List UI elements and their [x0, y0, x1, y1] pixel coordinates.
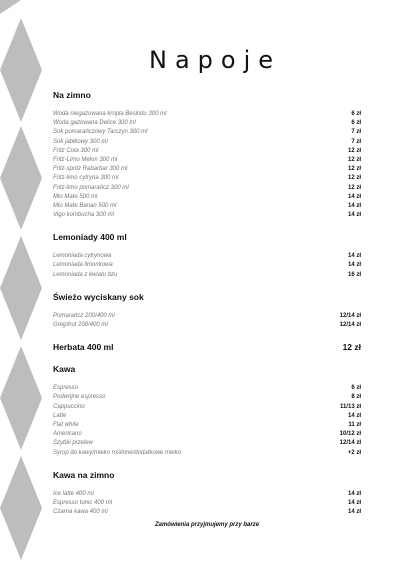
menu-item	[53, 184, 361, 193]
item-price: +2 zł	[347, 449, 361, 456]
section-title: Kawa na zimno	[53, 469, 115, 480]
item-price: 14 zł	[347, 202, 361, 209]
menu-item	[53, 156, 361, 165]
section-header	[53, 342, 361, 352]
section-header	[53, 232, 361, 242]
item-name: Americano	[53, 431, 82, 438]
item-name: Fritz Cola 300 ml	[53, 147, 99, 154]
menu-item	[53, 174, 361, 183]
menu-item	[53, 252, 361, 261]
item-price: 12/14 zł	[339, 440, 361, 447]
item-price: 10/12 zł	[339, 431, 361, 438]
menu-item	[53, 421, 361, 430]
item-name: Mio Mate 500 ml	[53, 193, 98, 200]
item-name: Fritz-limo pomarańcz 300 ml	[53, 184, 129, 191]
menu-section	[53, 364, 361, 458]
item-price: 11/13 zł	[339, 403, 361, 410]
item-name: Lemoniada cytrynowa	[53, 253, 112, 260]
section-header	[53, 364, 361, 374]
item-name: Syrop do kawy/mleko roślinne/dodatkowe mleko	[53, 449, 182, 456]
menu-item	[53, 393, 361, 402]
menu-item	[53, 202, 361, 211]
item-price: 14 zł	[347, 253, 361, 260]
item-price: 12 zł	[347, 175, 361, 182]
menu-item	[53, 403, 361, 412]
section-header	[53, 90, 361, 100]
item-name: Lemoniada limonkowa	[53, 262, 113, 269]
item-price: 8 zł	[351, 394, 361, 401]
menu-item	[53, 138, 361, 147]
item-price: 14 zł	[347, 262, 361, 269]
menu-item	[53, 193, 361, 202]
item-name: Podwójne espresso	[53, 394, 106, 401]
item-price: 14 zł	[347, 490, 361, 497]
item-name: Sok jabłkowy 300 ml	[53, 138, 108, 145]
diamond-shape	[0, 346, 42, 450]
item-price: 14 zł	[347, 193, 361, 200]
menu-item	[53, 384, 361, 393]
item-price: 14 zł	[347, 412, 361, 419]
item-price: 12 zł	[347, 147, 361, 154]
item-name: Sok pomarańczowy Tarczyn 300 ml	[53, 129, 148, 136]
diamond-shape	[0, 456, 42, 560]
item-name: Cappuccino	[53, 403, 85, 410]
menu-item	[53, 490, 361, 499]
menu-item	[53, 449, 361, 458]
menu-item	[53, 312, 361, 321]
item-name: Espresso tonic 400 ml	[53, 499, 113, 506]
menu-item	[53, 119, 361, 128]
item-list	[53, 110, 361, 220]
menu-item	[53, 271, 361, 280]
section-title: Lemoniady 400 ml	[53, 232, 127, 243]
item-price: 14 zł	[347, 212, 361, 219]
section-title: Kawa	[53, 364, 76, 375]
menu-item	[53, 430, 361, 439]
menu-content	[53, 90, 361, 529]
item-price: 12/14 zł	[339, 322, 361, 328]
item-name: Grejpfrut 200/400 ml	[53, 322, 108, 328]
item-name: Woda niegazowana kropla Beskidu 300 ml	[53, 111, 167, 117]
item-name: Szybki przelew	[53, 440, 94, 447]
item-list	[53, 384, 361, 458]
menu-item	[53, 211, 361, 220]
item-price: 7 zł	[351, 129, 361, 136]
item-price: 6 zł	[351, 111, 361, 117]
section-title: Na zimno	[53, 90, 91, 100]
item-name: Fritz-Limo Melon 300 ml	[53, 156, 118, 163]
diamond-shape	[0, 236, 42, 340]
diamond-shape	[0, 126, 42, 230]
menu-item	[53, 499, 361, 508]
item-name: Flat white	[53, 421, 79, 428]
menu-item	[53, 321, 361, 330]
item-name: Vigo kombucha 300 ml	[53, 212, 114, 219]
section-price: 12 zł	[342, 342, 361, 353]
menu-item	[53, 128, 361, 137]
menu-section	[53, 232, 361, 280]
item-list	[53, 312, 361, 330]
section-header	[53, 292, 361, 302]
footer-note: Zamówienia przyjmujemy przy barze	[154, 522, 260, 528]
section-title: Świeżo wyciskany sok	[53, 291, 144, 302]
page-title: Napoje	[148, 46, 281, 74]
item-price: 14 zł	[347, 509, 361, 516]
item-name: Latte	[53, 412, 67, 419]
diamond-shape	[0, 0, 21, 14]
menu-item	[53, 412, 361, 421]
item-price: 12 zł	[347, 184, 361, 191]
section-header	[53, 470, 361, 480]
item-price: 16 zł	[347, 271, 361, 278]
item-name: Woda gazowana Delice 300 ml	[53, 120, 136, 127]
item-price: 12 zł	[347, 156, 361, 163]
menu-item	[53, 508, 361, 517]
menu-section	[53, 342, 361, 352]
item-price: 11 zł	[348, 421, 361, 428]
menu-item	[53, 165, 361, 174]
item-list	[53, 252, 361, 280]
item-name: Lemoniada z kwiatu bzu	[53, 271, 118, 278]
item-name: Pomarańcz 200/400 ml	[53, 312, 115, 319]
menu-section	[53, 292, 361, 330]
item-price: 12/14 zł	[339, 312, 361, 319]
item-price: 14 zł	[347, 499, 361, 506]
item-name: Ice latte 400 ml	[53, 490, 94, 497]
item-list	[53, 490, 361, 518]
menu-item	[53, 147, 361, 156]
menu-section	[53, 90, 361, 220]
item-name: Fritz-limo cytryna 300 ml	[53, 175, 119, 182]
menu-item	[53, 439, 361, 448]
item-name: Fritz-spritz Rabarbar 300 ml	[53, 166, 128, 173]
item-price: 6 zł	[351, 120, 361, 127]
menu-item	[53, 261, 361, 270]
section-title: Herbata 400 ml	[53, 342, 114, 353]
item-name: Mio Mate Banan 500 ml	[53, 202, 117, 209]
menu-section	[53, 470, 361, 518]
item-price: 6 zł	[351, 385, 361, 392]
diamond-pattern-decoration	[0, 0, 42, 566]
item-price: 12 zł	[347, 166, 361, 173]
item-price: 7 zł	[351, 138, 361, 145]
menu-item	[53, 110, 361, 119]
item-name: Espresso	[53, 385, 79, 392]
item-name: Czarna kawa 400 ml	[53, 509, 108, 516]
